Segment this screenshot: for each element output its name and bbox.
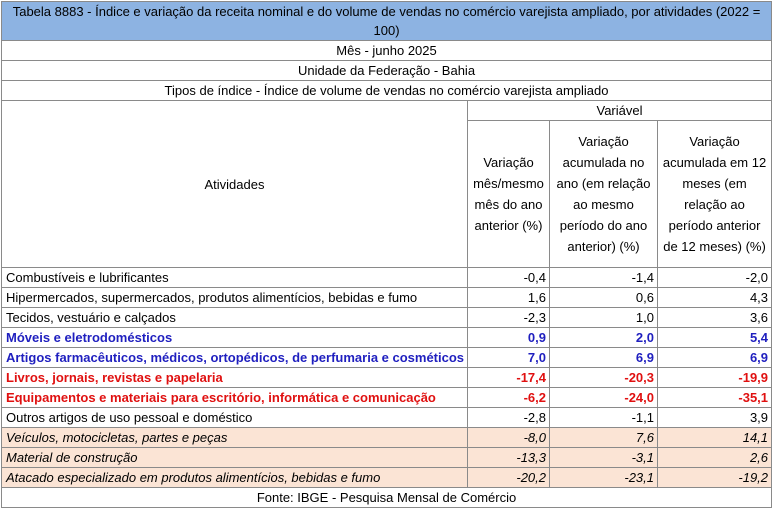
region-label: Unidade da Federação - Bahia xyxy=(2,61,772,81)
value-cell: 2,0 xyxy=(550,328,658,348)
activity-cell: Hipermercados, supermercados, produtos alimentícios, bebidas e fumo xyxy=(2,288,468,308)
value-cell: -24,0 xyxy=(550,388,658,408)
value-cell: -2,3 xyxy=(468,308,550,328)
table-row xyxy=(2,268,772,288)
activity-cell: Tecidos, vestuário e calçados xyxy=(2,308,468,328)
value-cell: -0,4 xyxy=(468,268,550,288)
value-cell: 2,6 xyxy=(658,448,772,468)
table-row xyxy=(2,428,772,448)
source-note: Fonte: IBGE - Pesquisa Mensal de Comércio xyxy=(2,488,772,508)
activity-cell: Livros, jornais, revistas e papelaria xyxy=(2,368,468,388)
activity-cell: Equipamentos e materiais para escritório, informática e comunicação xyxy=(2,388,468,408)
value-cell: -19,2 xyxy=(658,468,772,488)
value-cell: 1,6 xyxy=(468,288,550,308)
col-12m-variation-header: Variação acumulada em 12 meses (em relação ao período anterior de 12 meses) (%) xyxy=(658,121,772,268)
table-row xyxy=(2,448,772,468)
value-cell: -3,1 xyxy=(550,448,658,468)
table-row xyxy=(2,468,772,488)
value-cell: 0,9 xyxy=(468,328,550,348)
activity-cell: Móveis e eletrodomésticos xyxy=(2,328,468,348)
data-table xyxy=(1,1,772,508)
value-cell: 4,3 xyxy=(658,288,772,308)
activity-cell: Material de construção xyxy=(2,448,468,468)
value-cell: -1,4 xyxy=(550,268,658,288)
value-cell: -6,2 xyxy=(468,388,550,408)
variable-header: Variável xyxy=(468,101,772,121)
table-row xyxy=(2,368,772,388)
table-row xyxy=(2,388,772,408)
table-row xyxy=(2,328,772,348)
value-cell: -1,1 xyxy=(550,408,658,428)
index-type-label: Tipos de índice - Índice de volume de vendas no comércio varejista ampliado xyxy=(2,81,772,101)
table-row xyxy=(2,288,772,308)
value-cell: -13,3 xyxy=(468,448,550,468)
table-row xyxy=(2,348,772,368)
value-cell: 3,9 xyxy=(658,408,772,428)
value-cell: 6,9 xyxy=(658,348,772,368)
value-cell: 7,6 xyxy=(550,428,658,448)
value-cell: -19,9 xyxy=(658,368,772,388)
value-cell: -23,1 xyxy=(550,468,658,488)
value-cell: -2,0 xyxy=(658,268,772,288)
value-cell: 1,0 xyxy=(550,308,658,328)
col-ytd-variation-header: Variação acumulada no ano (em relação ao mesmo período do ano anterior) (%) xyxy=(550,121,658,268)
table-row xyxy=(2,308,772,328)
value-cell: 3,6 xyxy=(658,308,772,328)
activity-cell: Artigos farmacêuticos, médicos, ortopédicos, de perfumaria e cosméticos xyxy=(2,348,468,368)
activity-cell: Veículos, motocicletas, partes e peças xyxy=(2,428,468,448)
activity-cell: Outros artigos de uso pessoal e doméstico xyxy=(2,408,468,428)
value-cell: -20,3 xyxy=(550,368,658,388)
month-label: Mês - junho 2025 xyxy=(2,41,772,61)
activity-cell: Atacado especializado em produtos alimentícios, bebidas e fumo xyxy=(2,468,468,488)
value-cell: 6,9 xyxy=(550,348,658,368)
value-cell: 14,1 xyxy=(658,428,772,448)
value-cell: 7,0 xyxy=(468,348,550,368)
table-title: Tabela 8883 - Índice e variação da receita nominal e do volume de vendas no comércio varejista ampliado, por atividades (2022 = 100) xyxy=(2,2,772,41)
value-cell: -8,0 xyxy=(468,428,550,448)
activity-cell: Combustíveis e lubrificantes xyxy=(2,268,468,288)
value-cell: -2,8 xyxy=(468,408,550,428)
value-cell: -35,1 xyxy=(658,388,772,408)
value-cell: -20,2 xyxy=(468,468,550,488)
value-cell: 5,4 xyxy=(658,328,772,348)
value-cell: 0,6 xyxy=(550,288,658,308)
col-monthly-variation-header: Variação mês/mesmo mês do ano anterior (%) xyxy=(468,121,550,268)
activities-header: Atividades xyxy=(2,101,468,268)
table-row xyxy=(2,408,772,428)
value-cell: -17,4 xyxy=(468,368,550,388)
